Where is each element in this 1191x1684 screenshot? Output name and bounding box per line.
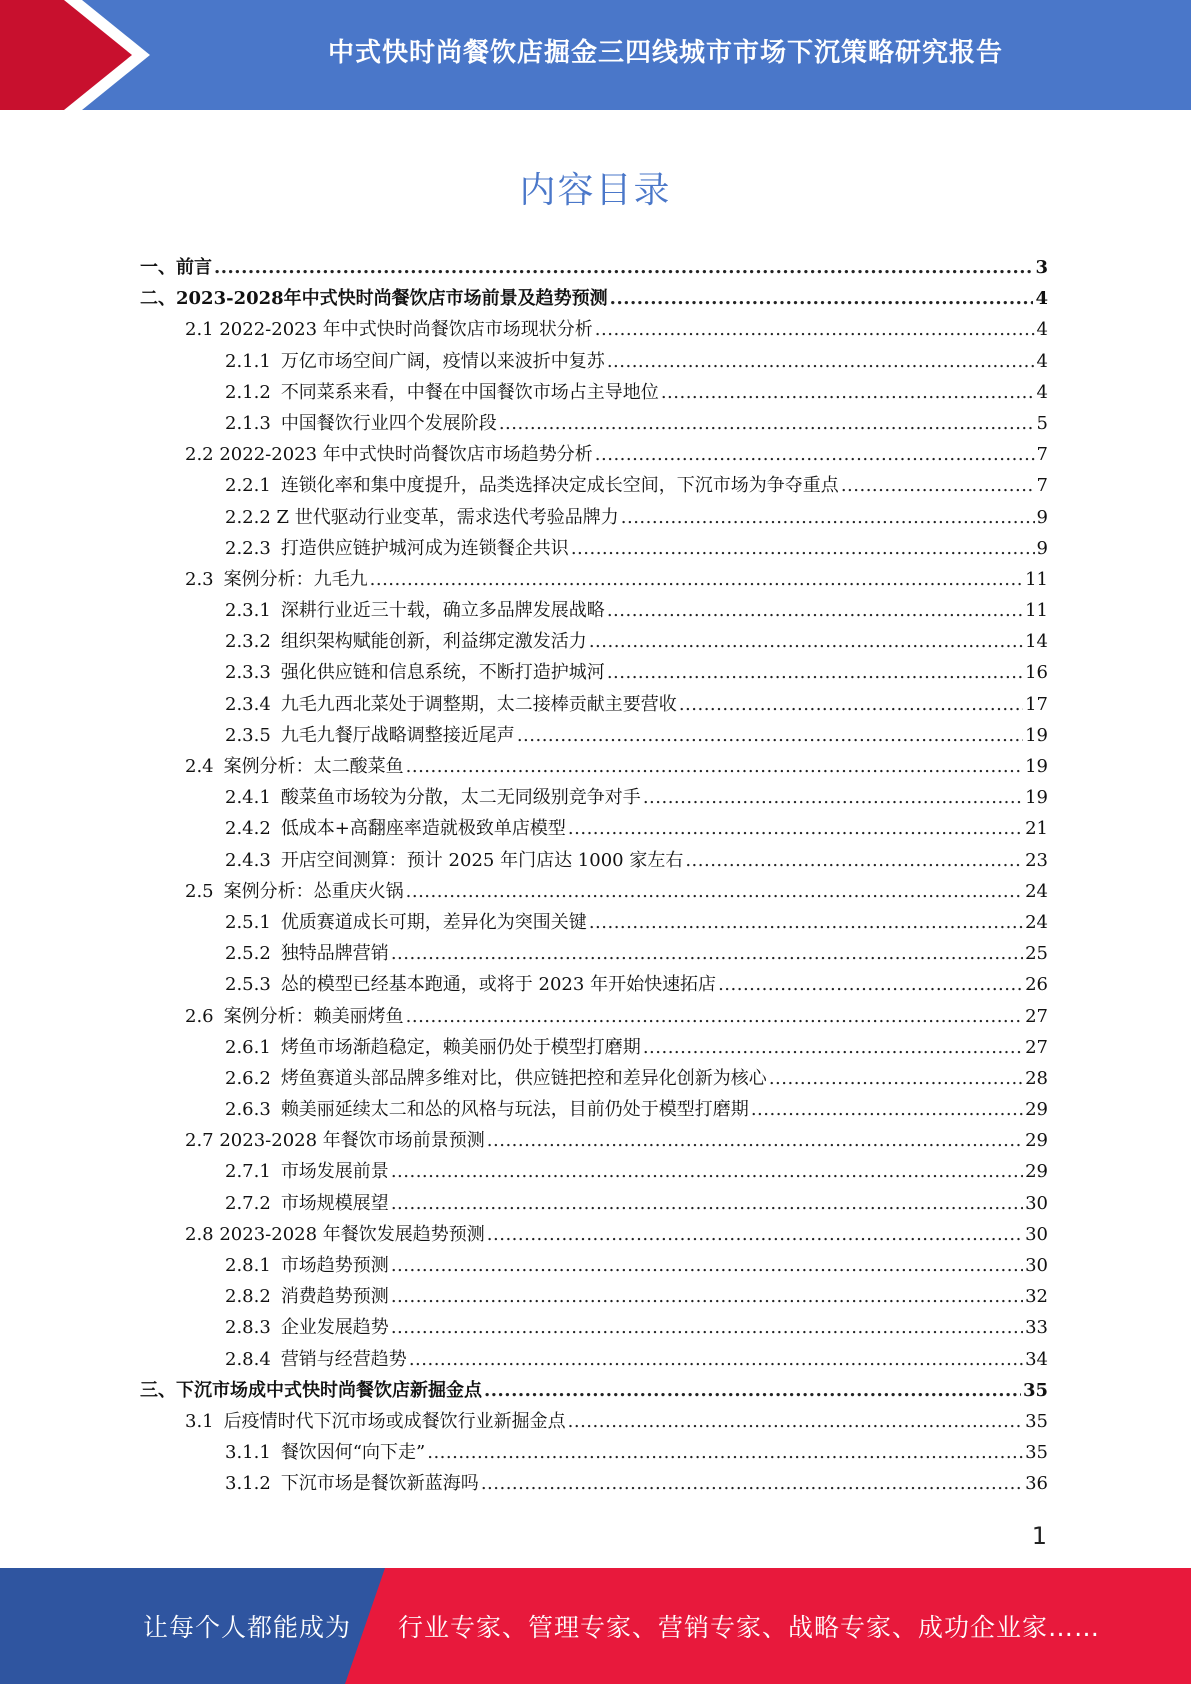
toc-entry-page: 24 bbox=[1025, 880, 1048, 902]
toc-dot-leader bbox=[621, 502, 1035, 533]
table-of-contents bbox=[140, 252, 1048, 1500]
toc-entry-page: 24 bbox=[1025, 911, 1048, 933]
toc-entry-text: 消费趋势预测 bbox=[280, 1286, 389, 1308]
toc-entry-number: 2.3.2 bbox=[225, 631, 271, 653]
toc-entry-number: 2.1.3 bbox=[225, 412, 271, 434]
report-footer bbox=[0, 1568, 1191, 1684]
toc-entry[interactable] bbox=[140, 1468, 1048, 1499]
toc-dot-leader bbox=[406, 1001, 1023, 1032]
toc-entry-number: 2.5 bbox=[185, 880, 214, 902]
toc-entry-label bbox=[185, 1219, 485, 1250]
toc-dot-leader bbox=[484, 1375, 1021, 1406]
toc-entry-label bbox=[225, 1437, 425, 1468]
toc-dot-leader bbox=[607, 346, 1035, 377]
toc-entry[interactable] bbox=[140, 657, 1048, 688]
toc-entry[interactable] bbox=[140, 1219, 1048, 1250]
toc-entry-text: 企业发展趋势 bbox=[280, 1317, 389, 1339]
toc-entry-page: 21 bbox=[1025, 818, 1048, 840]
toc-entry-page: 14 bbox=[1025, 631, 1048, 653]
toc-dot-leader bbox=[589, 907, 1023, 938]
toc-entry-label bbox=[225, 1156, 389, 1187]
toc-entry-text: 市场趋势预测 bbox=[280, 1255, 389, 1276]
toc-entry-number: 3.1.1 bbox=[225, 1442, 271, 1464]
toc-entry-text: 烤鱼赛道头部品牌多维对比，供应链把控和差异化创新为核心 bbox=[280, 1067, 767, 1089]
toc-entry-page: 34 bbox=[1025, 1348, 1048, 1370]
toc-entry[interactable] bbox=[140, 1001, 1048, 1032]
toc-entry-text: 下沉市场是餐饮新蓝海吗 bbox=[280, 1473, 479, 1495]
toc-entry-label bbox=[225, 1344, 407, 1375]
toc-entry-label bbox=[225, 1468, 479, 1499]
footer-slogan-left: 让每个人都能成为 bbox=[143, 1613, 352, 1642]
toc-entry[interactable] bbox=[140, 377, 1048, 408]
toc-dot-leader bbox=[841, 470, 1035, 501]
toc-dot-leader bbox=[409, 1344, 1023, 1375]
toc-dot-leader bbox=[487, 1219, 1023, 1250]
toc-entry-text: 餐饮因何“向下走” bbox=[280, 1442, 426, 1464]
toc-entry-label bbox=[225, 845, 683, 876]
toc-entry-number: 2.3.1 bbox=[225, 600, 271, 622]
toc-entry-page: 11 bbox=[1025, 568, 1048, 590]
header-arrow-graphic bbox=[0, 0, 160, 110]
toc-dot-leader bbox=[595, 439, 1035, 470]
toc-entry-page: 27 bbox=[1025, 1036, 1048, 1058]
toc-entry-label bbox=[225, 595, 605, 626]
toc-entry-number: 2.4.2 bbox=[225, 818, 271, 840]
toc-entry-label bbox=[225, 689, 677, 720]
toc-dot-leader bbox=[406, 876, 1023, 907]
toc-entry-number: 2.5.1 bbox=[225, 911, 271, 933]
toc-entry-label bbox=[185, 314, 593, 345]
toc-entry-label bbox=[225, 1032, 641, 1063]
toc-dot-leader bbox=[391, 1188, 1023, 1219]
toc-entry-label bbox=[185, 876, 404, 907]
report-title: 中式快时尚餐饮店掘金三四线城市市场下沉策略研究报告 bbox=[327, 37, 1003, 68]
toc-entry-page: 3 bbox=[1035, 257, 1048, 278]
toc-entry-label bbox=[225, 1312, 389, 1343]
toc-entry[interactable] bbox=[140, 502, 1048, 533]
toc-entry-text: 不同菜系来看，中餐在中国餐饮市场占主导地位 bbox=[280, 381, 659, 403]
toc-entry-text: 一、前言 bbox=[140, 257, 212, 278]
toc-entry-text: 怂的模型已经基本跑通，或将于 2023 年开始快速拓店 bbox=[280, 974, 717, 996]
toc-entry-page: 23 bbox=[1025, 849, 1048, 871]
toc-entry-number: 2.6.2 bbox=[225, 1067, 271, 1089]
toc-entry-text: 二、2023-2028年中式快时尚餐饮店市场前景及趋势预测 bbox=[140, 288, 608, 310]
page-number: 1 bbox=[1031, 1522, 1047, 1550]
toc-entry-text: 2.7 2023-2028 年餐饮市场前景预测 bbox=[185, 1130, 485, 1152]
toc-dot-leader bbox=[499, 408, 1035, 439]
toc-entry-page: 9 bbox=[1036, 506, 1048, 528]
toc-entry-number: 2.3.3 bbox=[225, 662, 271, 684]
toc-entry[interactable] bbox=[140, 346, 1048, 377]
toc-entry-number: 2.8.1 bbox=[225, 1255, 271, 1276]
toc-entry[interactable] bbox=[140, 1250, 1048, 1281]
toc-dot-leader bbox=[661, 377, 1035, 408]
toc-entry[interactable] bbox=[140, 720, 1048, 751]
toc-entry-page: 17 bbox=[1025, 693, 1048, 715]
toc-entry[interactable] bbox=[140, 938, 1048, 969]
toc-entry-text: 后疫情时代下沉市场或成餐饮行业新掘金点 bbox=[223, 1410, 566, 1432]
toc-entry-text: 案例分析：九毛九 bbox=[223, 568, 368, 590]
toc-entry-text: 市场发展前景 bbox=[280, 1161, 389, 1183]
toc-entry-page: 25 bbox=[1025, 943, 1048, 965]
toc-entry[interactable] bbox=[140, 969, 1048, 1000]
toc-entry-text: 中国餐饮行业四个发展阶段 bbox=[280, 412, 497, 434]
toc-entry-number: 2.2.3 bbox=[225, 537, 271, 559]
toc-entry-number: 2.3 bbox=[185, 568, 214, 590]
toc-dot-leader bbox=[571, 533, 1035, 564]
toc-entry-label bbox=[185, 564, 368, 595]
toc-entry-page: 26 bbox=[1025, 974, 1048, 996]
toc-entry[interactable] bbox=[140, 439, 1048, 470]
toc-entry-number: 2.8.2 bbox=[225, 1286, 271, 1308]
toc-entry[interactable] bbox=[140, 876, 1048, 907]
toc-entry-label bbox=[225, 533, 569, 564]
toc-entry[interactable] bbox=[140, 314, 1048, 345]
toc-dot-leader bbox=[679, 689, 1023, 720]
toc-entry-text: 深耕行业近三十载，确立多品牌发展战略 bbox=[280, 600, 605, 622]
toc-entry-label bbox=[225, 813, 566, 844]
toc-entry-number: 2.6 bbox=[185, 1005, 214, 1027]
toc-entry-label bbox=[225, 408, 497, 439]
toc-entry[interactable] bbox=[140, 1188, 1048, 1219]
toc-entry-text: 开店空间测算：预计 2025 年门店达 1000 家左右 bbox=[280, 849, 684, 871]
toc-entry-label bbox=[225, 1094, 749, 1125]
toc-title: 内容目录 bbox=[519, 170, 672, 211]
toc-entry-text: 优质赛道成长可期，差异化为突围关键 bbox=[280, 911, 587, 933]
toc-entry-label bbox=[225, 1063, 767, 1094]
toc-entry[interactable] bbox=[140, 564, 1048, 595]
toc-entry[interactable] bbox=[140, 1344, 1048, 1375]
toc-dot-leader bbox=[391, 1281, 1023, 1312]
toc-entry[interactable] bbox=[140, 283, 1048, 314]
toc-dot-leader bbox=[568, 1406, 1023, 1437]
toc-entry-page: 19 bbox=[1025, 724, 1048, 746]
toc-entry-page: 4 bbox=[1036, 350, 1048, 372]
toc-dot-leader bbox=[568, 813, 1023, 844]
toc-entry-text: 三、下沉市场成中式快时尚餐饮店新掘金点 bbox=[140, 1379, 482, 1401]
toc-entry-page: 30 bbox=[1025, 1223, 1048, 1245]
toc-entry-text: 案例分析：怂重庆火锅 bbox=[223, 880, 404, 902]
toc-entry-page: 4 bbox=[1036, 319, 1048, 341]
toc-entry-page: 30 bbox=[1025, 1255, 1048, 1276]
toc-dot-leader bbox=[406, 751, 1023, 782]
toc-entry-page: 19 bbox=[1025, 756, 1048, 777]
toc-entry[interactable] bbox=[140, 1312, 1048, 1343]
toc-dot-leader bbox=[370, 564, 1023, 595]
toc-dot-leader bbox=[391, 938, 1023, 969]
toc-entry[interactable] bbox=[140, 751, 1048, 782]
toc-entry[interactable] bbox=[140, 907, 1048, 938]
toc-entry-text: 烤鱼市场渐趋稳定，赖美丽仍处于模型打磨期 bbox=[280, 1036, 641, 1058]
toc-entry-page: 19 bbox=[1025, 787, 1048, 809]
toc-entry-number: 2.5.2 bbox=[225, 943, 271, 965]
toc-entry-number: 2.4.3 bbox=[225, 849, 271, 871]
toc-dot-leader bbox=[589, 626, 1023, 657]
toc-entry-text: 2.1 2022-2023 年中式快时尚餐饮店市场现状分析 bbox=[185, 319, 593, 341]
toc-entry[interactable] bbox=[140, 813, 1048, 844]
toc-dot-leader bbox=[517, 720, 1023, 751]
toc-dot-leader bbox=[643, 1032, 1023, 1063]
toc-entry-number: 3.1 bbox=[185, 1410, 214, 1432]
toc-dot-leader bbox=[487, 1125, 1023, 1156]
toc-entry[interactable] bbox=[140, 533, 1048, 564]
toc-entry-number: 2.7.2 bbox=[225, 1192, 271, 1214]
toc-entry-text: 独特品牌营销 bbox=[280, 943, 389, 965]
toc-entry-page: 4 bbox=[1036, 381, 1048, 403]
toc-entry-page: 7 bbox=[1036, 475, 1048, 497]
header-arrow-red bbox=[0, 0, 132, 110]
toc-entry-label bbox=[225, 346, 605, 377]
toc-entry-text: 九毛九西北菜处于调整期，太二接棒贡献主要营收 bbox=[280, 693, 677, 715]
toc-entry-number: 2.4 bbox=[185, 756, 214, 777]
toc-entry-number: 2.4.1 bbox=[225, 787, 271, 809]
toc-entry-label bbox=[225, 969, 716, 1000]
toc-entry-label bbox=[225, 907, 587, 938]
toc-entry-number: 2.1.1 bbox=[225, 350, 271, 372]
toc-entry-label bbox=[225, 1250, 389, 1281]
toc-entry[interactable] bbox=[140, 1375, 1048, 1406]
toc-entry-number: 2.8.3 bbox=[225, 1317, 271, 1339]
toc-dot-leader bbox=[595, 314, 1035, 345]
toc-entry-page: 29 bbox=[1025, 1099, 1048, 1121]
toc-entry[interactable] bbox=[140, 1032, 1048, 1063]
toc-entry-number: 2.6.1 bbox=[225, 1036, 271, 1058]
toc-entry-page: 29 bbox=[1025, 1130, 1048, 1152]
toc-entry-label bbox=[140, 252, 212, 283]
toc-entry-page: 28 bbox=[1025, 1067, 1048, 1089]
toc-entry[interactable] bbox=[140, 408, 1048, 439]
toc-entry-page: 27 bbox=[1025, 1005, 1048, 1027]
toc-entry-page: 11 bbox=[1025, 600, 1048, 622]
toc-entry-page: 7 bbox=[1036, 444, 1048, 466]
toc-entry-text: 赖美丽延续太二和怂的风格与玩法，目前仍处于模型打磨期 bbox=[280, 1099, 749, 1121]
toc-entry-label bbox=[225, 1188, 389, 1219]
toc-entry-label bbox=[225, 502, 619, 533]
toc-dot-leader bbox=[751, 1094, 1023, 1125]
toc-dot-leader bbox=[481, 1468, 1023, 1499]
toc-entry-page: 5 bbox=[1036, 412, 1048, 434]
toc-entry-page: 30 bbox=[1025, 1192, 1048, 1214]
toc-entry-label bbox=[225, 657, 605, 688]
toc-dot-leader bbox=[769, 1063, 1023, 1094]
toc-dot-leader bbox=[214, 252, 1033, 283]
toc-entry[interactable] bbox=[140, 1156, 1048, 1187]
toc-entry-number: 2.6.3 bbox=[225, 1099, 271, 1121]
toc-entry[interactable] bbox=[140, 1281, 1048, 1312]
toc-entry-number: 2.3.5 bbox=[225, 724, 271, 746]
toc-entry-number: 2.3.4 bbox=[225, 693, 271, 715]
toc-entry-text: 九毛九餐厅战略调整接近尾声 bbox=[280, 724, 515, 746]
toc-entry-page: 36 bbox=[1025, 1473, 1048, 1495]
toc-entry-label bbox=[225, 470, 839, 501]
toc-entry[interactable] bbox=[140, 1063, 1048, 1094]
toc-entry-label bbox=[185, 1406, 566, 1437]
toc-entry-label bbox=[225, 938, 389, 969]
toc-entry-text: 打造供应链护城河成为连锁餐企共识 bbox=[280, 537, 569, 559]
toc-entry-text: 组织架构赋能创新，利益绑定激发活力 bbox=[280, 631, 587, 653]
toc-entry-page: 4 bbox=[1035, 288, 1048, 310]
toc-dot-leader bbox=[718, 969, 1023, 1000]
toc-entry-text: 案例分析：太二酸菜鱼 bbox=[223, 756, 404, 777]
toc-entry[interactable] bbox=[140, 1437, 1048, 1468]
footer-slogan-right: 行业专家、管理专家、营销专家、战略专家、成功企业家…… bbox=[398, 1613, 1101, 1642]
toc-entry-number: 2.2.1 bbox=[225, 475, 271, 497]
toc-entry[interactable] bbox=[140, 1094, 1048, 1125]
toc-entry-text: 连锁化率和集中度提升，品类选择决定成长空间，下沉市场为争夺重点 bbox=[280, 475, 839, 497]
toc-entry-label bbox=[140, 1375, 482, 1406]
toc-entry[interactable] bbox=[140, 1406, 1048, 1437]
toc-dot-leader bbox=[685, 845, 1023, 876]
toc-entry[interactable] bbox=[140, 470, 1048, 501]
toc-entry-text: 低成本+高翻座率造就极致单店模型 bbox=[280, 818, 566, 840]
toc-entry-page: 33 bbox=[1025, 1317, 1048, 1339]
toc-dot-leader bbox=[643, 782, 1023, 813]
toc-entry-label bbox=[225, 626, 587, 657]
toc-entry-page: 35 bbox=[1022, 1379, 1048, 1401]
toc-entry-label bbox=[185, 1001, 404, 1032]
toc-dot-leader bbox=[391, 1250, 1023, 1281]
toc-entry-page: 35 bbox=[1025, 1442, 1048, 1464]
toc-entry-label bbox=[185, 439, 593, 470]
toc-entry[interactable] bbox=[140, 845, 1048, 876]
toc-entry-page: 16 bbox=[1025, 662, 1048, 684]
toc-dot-leader bbox=[391, 1312, 1023, 1343]
toc-entry-label bbox=[225, 1281, 389, 1312]
toc-dot-leader bbox=[607, 657, 1023, 688]
toc-entry-number: 2.5.3 bbox=[225, 974, 271, 996]
toc-entry[interactable] bbox=[140, 626, 1048, 657]
toc-entry-text: 酸菜鱼市场较为分散，太二无同级别竞争对手 bbox=[280, 787, 641, 809]
toc-entry-text: 2.2.2 Z 世代驱动行业变革，需求迭代考验品牌力 bbox=[225, 506, 619, 528]
report-header bbox=[0, 0, 1191, 110]
toc-entry-label bbox=[225, 782, 641, 813]
toc-dot-leader bbox=[607, 595, 1023, 626]
toc-entry-number: 2.8.4 bbox=[225, 1348, 271, 1370]
toc-entry[interactable] bbox=[140, 252, 1048, 283]
toc-dot-leader bbox=[391, 1156, 1023, 1187]
toc-entry-page: 29 bbox=[1025, 1161, 1048, 1183]
toc-entry-number: 2.7.1 bbox=[225, 1161, 271, 1183]
toc-entry-text: 营销与经营趋势 bbox=[280, 1348, 407, 1370]
toc-entry-label bbox=[185, 1125, 485, 1156]
toc-entry-label bbox=[225, 377, 659, 408]
toc-dot-leader bbox=[610, 283, 1034, 314]
toc-entry[interactable] bbox=[140, 689, 1048, 720]
toc-entry-text: 2.8 2023-2028 年餐饮发展趋势预测 bbox=[185, 1223, 485, 1245]
toc-entry[interactable] bbox=[140, 1125, 1048, 1156]
toc-entry-page: 32 bbox=[1025, 1286, 1048, 1308]
toc-entry[interactable] bbox=[140, 595, 1048, 626]
toc-entry[interactable] bbox=[140, 782, 1048, 813]
toc-entry-number: 3.1.2 bbox=[225, 1473, 271, 1495]
toc-entry-page: 9 bbox=[1036, 537, 1048, 559]
toc-entry-text: 市场规模展望 bbox=[280, 1192, 389, 1214]
toc-entry-page: 35 bbox=[1025, 1410, 1048, 1432]
toc-entry-text: 万亿市场空间广阔，疫情以来波折中复苏 bbox=[280, 350, 605, 372]
toc-entry-text: 2.2 2022-2023 年中式快时尚餐饮店市场趋势分析 bbox=[185, 444, 593, 466]
toc-entry-text: 案例分析：赖美丽烤鱼 bbox=[223, 1005, 404, 1027]
toc-entry-label bbox=[140, 283, 608, 314]
toc-entry-label bbox=[185, 751, 404, 782]
toc-entry-text: 强化供应链和信息系统，不断打造护城河 bbox=[280, 662, 605, 684]
toc-entry-number: 2.1.2 bbox=[225, 381, 271, 403]
toc-entry-label bbox=[225, 720, 515, 751]
toc-dot-leader bbox=[427, 1437, 1023, 1468]
